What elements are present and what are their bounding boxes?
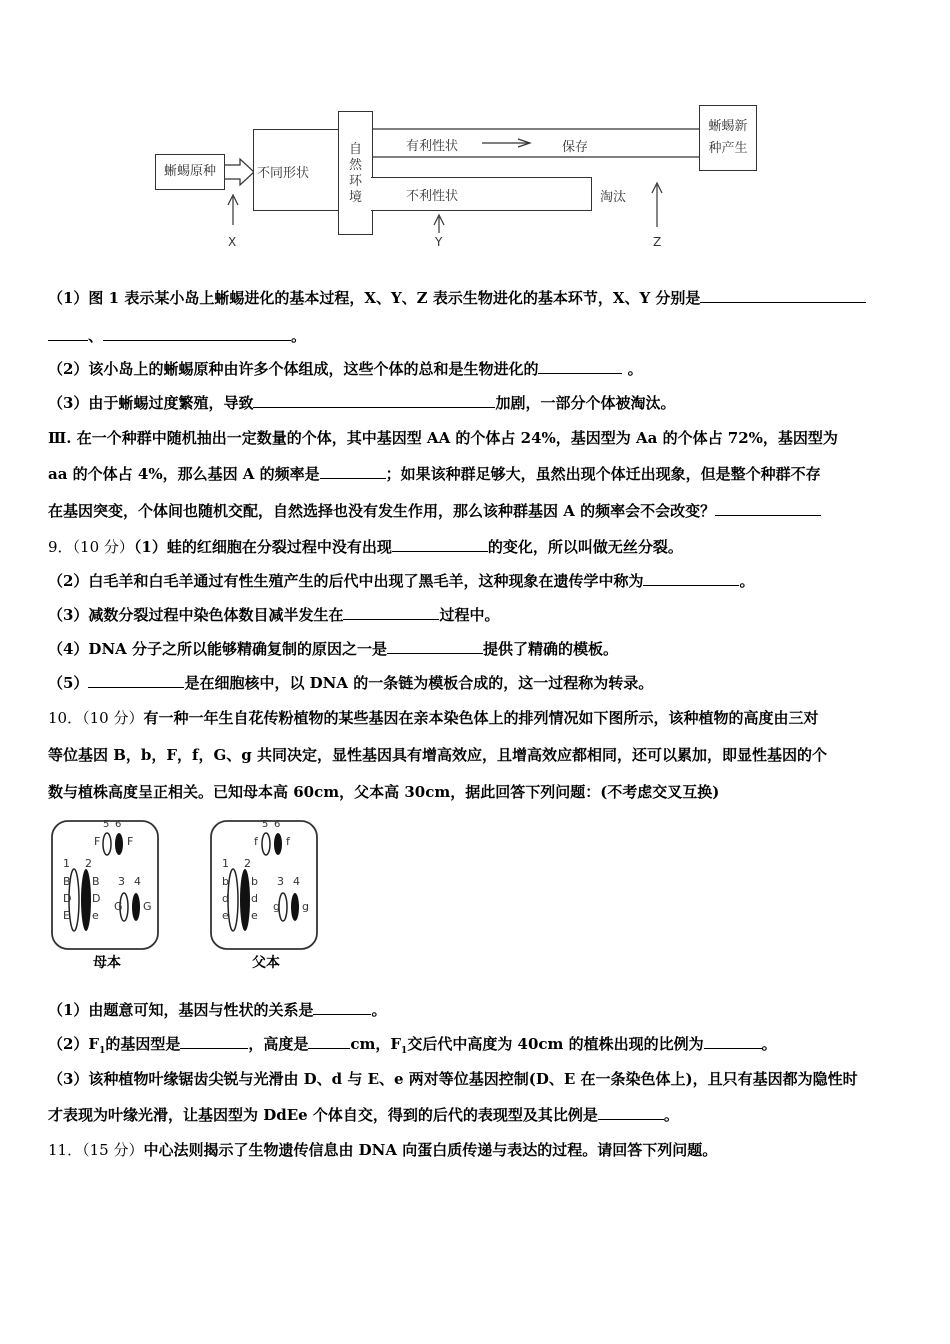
num-6: 6 bbox=[115, 819, 122, 830]
traits-label: 不同形状 bbox=[257, 166, 310, 181]
mother-label: 母本 bbox=[93, 955, 121, 971]
q8-part1: （1）图 1 表示某小岛上蜥蜴进化的基本过程，X、Y、Z 表示生物进化的基本环节，X、Y 分别是 bbox=[48, 287, 866, 308]
gene-label: F bbox=[127, 835, 134, 848]
answer-blank[interactable] bbox=[343, 605, 439, 620]
gene-label: g bbox=[302, 900, 309, 913]
gene-label: D bbox=[63, 892, 72, 905]
original-species-box: 蜥蜴原种 bbox=[155, 154, 225, 190]
answer-blank[interactable] bbox=[313, 1000, 371, 1015]
q8-part4-line1: Ⅲ. 在一个种群中随机抽出一定数量的个体，其中基因型 AA 的个体占 24%，基因型为 Aa 的个体占 72%，基因型为 bbox=[48, 429, 838, 447]
subscript-1: 1 bbox=[99, 1046, 106, 1056]
gene-label: F bbox=[94, 835, 101, 848]
chromosome-figure bbox=[48, 815, 338, 975]
gene-label: E bbox=[63, 909, 70, 922]
gene-label: G bbox=[114, 900, 123, 913]
y-label: Y bbox=[435, 235, 443, 249]
gene-label: f bbox=[286, 835, 290, 848]
q8-part4-line3: 在基因突变，个体间也随机交配，自然选择也没有发生作用，那么该种群基因 A 的频率会不会改变？ bbox=[48, 500, 821, 521]
answer-blank[interactable] bbox=[598, 1105, 664, 1120]
q10-part3-line1: （3）该种植物叶缘锯齿尖锐与光滑由 D、d 与 E、e 两对等位基因控制(D、E 在一条染色体上)，且只有基因都为隐性时 bbox=[48, 1070, 858, 1088]
gene-label: e bbox=[251, 909, 258, 922]
num-2: 2 bbox=[85, 857, 92, 870]
new-species-box: 蜥蜴新 种产生 bbox=[699, 105, 757, 171]
q10-intro-line2: 等位基因 B，b，F，f，G、g 共同决定，显性基因具有增高效应，且增高效应都相同，还可以累加，即显性基因的个 bbox=[48, 746, 828, 764]
x-label: X bbox=[228, 235, 237, 249]
q10-part2: $(2)F_1$的基因型是 ，高度是 cm，$F_1$交后代中高度为 40cm 的植株出现的比例为 。 bbox=[48, 1035, 777, 1056]
q8-part2: （2）该小岛上的蜥蜴原种由许多个体组成，这些个体的总和是生物进化的 。 bbox=[48, 360, 643, 378]
z-label: Z bbox=[653, 235, 662, 249]
environment-box: 自 然 环 境 bbox=[338, 111, 373, 235]
num-3: 3 bbox=[118, 875, 125, 888]
gene-label: g bbox=[273, 900, 280, 913]
q9-part2: （2）白毛羊和白毛羊通过有性生殖产生的后代中出现了黑毛羊，这种现象在遗传学中称为 。 bbox=[48, 572, 755, 590]
q8-part4-line2: aa 的个体占 4%，那么基因 A 的频率是 ；如果该种群足够大，虽然出现个体迁出现象，但是整个种群不存 bbox=[48, 465, 821, 483]
unfavorable-label: 不利性状 bbox=[406, 189, 459, 204]
answer-blank[interactable] bbox=[180, 1034, 248, 1049]
question-number: 9．（10 分） bbox=[48, 538, 134, 556]
favorable-label: 有利性状 bbox=[406, 139, 459, 154]
chromosome-4 bbox=[132, 893, 140, 921]
q11-intro: 11．（15 分）中心法则揭示了生物遗传信息由 DNA 向蛋白质传递与表达的过程。请回答下列问题。 bbox=[48, 1141, 718, 1159]
question-number: 11．（15 分） bbox=[48, 1141, 144, 1159]
gene-label: b bbox=[222, 875, 229, 888]
gene-label: D bbox=[92, 892, 101, 905]
gene-label: f bbox=[254, 835, 258, 848]
chromosome-5 bbox=[103, 833, 111, 855]
answer-blank[interactable] bbox=[387, 639, 483, 654]
answer-blank[interactable] bbox=[700, 288, 866, 303]
q10-intro-line3: 数与植株高度呈正相关。已知母本高 60cm，父本高 30cm，据此回答下列问题：(不考虑交叉互换) bbox=[48, 783, 720, 801]
num-6: 6 bbox=[274, 819, 281, 830]
q10-intro-line1: 10．（10 分）有一种一年生自花传粉植物的某些基因在亲本染色体上的排列情况如下图所示，该种植物的高度由三对 bbox=[48, 709, 819, 727]
q10-part1: （1）由题意可知，基因与性状的关系是 。 bbox=[48, 1001, 387, 1019]
num-4: 4 bbox=[293, 875, 300, 888]
num-2: 2 bbox=[244, 857, 251, 870]
q8-part1-cont: 、 。 bbox=[48, 325, 306, 346]
chromosome-3 bbox=[279, 893, 287, 921]
traits-box bbox=[253, 129, 341, 211]
unfavorable-box bbox=[371, 177, 592, 211]
chromosome-2 bbox=[240, 869, 250, 931]
chromosome-6 bbox=[274, 833, 282, 855]
subscript-1: 1 bbox=[401, 1046, 408, 1056]
num-5: 5 bbox=[103, 819, 110, 830]
q9-part1: 9．（10 分）（1）蛙的红细胞在分裂过程中没有出现 的变化，所以叫做无丝分裂。 bbox=[48, 538, 683, 556]
q9-part3: （3）减数分裂过程中染色体数目减半发生在 过程中。 bbox=[48, 606, 500, 624]
answer-blank[interactable] bbox=[538, 359, 622, 374]
answer-blank[interactable] bbox=[103, 326, 291, 341]
answer-blank[interactable] bbox=[48, 326, 88, 341]
question-number: 10．（10 分） bbox=[48, 709, 144, 727]
gene-label: d bbox=[222, 892, 229, 905]
chromosome-2 bbox=[81, 869, 91, 931]
eliminate-label: 淘汰 bbox=[600, 190, 627, 205]
evolution-flow-diagram bbox=[150, 105, 770, 255]
answer-blank[interactable] bbox=[715, 501, 821, 516]
gene-label: B bbox=[63, 875, 71, 888]
q10-part3-line2: 才表现为叶缘光滑，让基因型为 DdEe 个体自交，得到的后代的表现型及其比例是 。 bbox=[48, 1106, 679, 1124]
gene-label: b bbox=[251, 875, 258, 888]
num-4: 4 bbox=[134, 875, 141, 888]
answer-blank[interactable] bbox=[308, 1034, 350, 1049]
q8-part3: （3）由于蜥蜴过度繁殖，导致 加剧，一部分个体被淘汰。 bbox=[48, 394, 676, 412]
gene-label: B bbox=[92, 875, 100, 888]
answer-blank[interactable] bbox=[320, 464, 386, 479]
q9-part5: （5） 是在细胞核中，以 DNA 的一条链为模板合成的，这一过程称为转录。 bbox=[48, 674, 654, 692]
num-5: 5 bbox=[262, 819, 269, 830]
q9-part4: （4）DNA 分子之所以能够精确复制的原因之一是 提供了精确的模板。 bbox=[48, 640, 619, 658]
answer-blank[interactable] bbox=[704, 1034, 762, 1049]
chromosome-4 bbox=[291, 893, 299, 921]
chromosome-6 bbox=[115, 833, 123, 855]
answer-blank[interactable] bbox=[253, 393, 495, 408]
num-1: 1 bbox=[222, 857, 229, 870]
father-label: 父本 bbox=[252, 955, 280, 971]
num-1: 1 bbox=[63, 857, 70, 870]
answer-blank[interactable] bbox=[392, 537, 488, 552]
answer-blank[interactable] bbox=[643, 571, 739, 586]
chromosome-5 bbox=[262, 833, 270, 855]
num-3: 3 bbox=[277, 875, 284, 888]
chromosome-1 bbox=[228, 869, 238, 931]
answer-blank[interactable] bbox=[88, 673, 184, 688]
gene-label: d bbox=[251, 892, 258, 905]
preserve-label: 保存 bbox=[562, 140, 589, 155]
gene-label: G bbox=[143, 900, 152, 913]
gene-label: e bbox=[222, 909, 229, 922]
gene-label: e bbox=[92, 909, 99, 922]
